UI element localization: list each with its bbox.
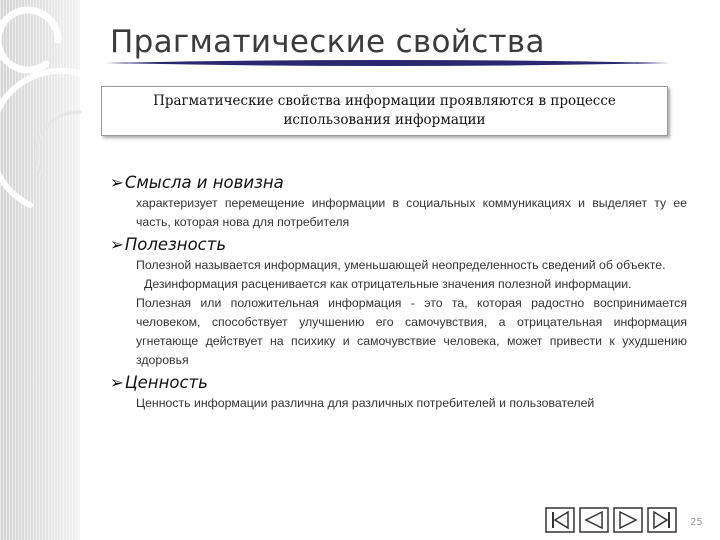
section-heading	[110, 172, 690, 194]
title-underline	[106, 56, 670, 70]
section-heading-text: Смысла и новизна	[124, 173, 284, 192]
previous-slide-icon[interactable]	[579, 507, 609, 533]
section-heading	[110, 372, 690, 394]
section-paragraph: Ценность информации различна для различных потребителей и пользователей	[136, 396, 595, 410]
slide-content	[110, 172, 690, 413]
arrow-bullet-icon: ➢	[110, 235, 124, 254]
definition-line-2: использования информации	[283, 112, 486, 128]
definition-line-1: Прагматические свойства информации проявляются в процессе	[153, 93, 616, 109]
section-heading-text: Полезность	[124, 235, 227, 254]
arrow-bullet-icon: ➢	[110, 173, 124, 192]
slide-number: 25	[690, 517, 703, 528]
section-meaning-novelty	[110, 172, 690, 232]
first-slide-icon[interactable]	[545, 507, 575, 533]
section-paragraph: Полезной называется информация, уменьшающей неопределенность сведений об объекте.	[136, 258, 666, 272]
definition-box	[101, 86, 668, 136]
next-slide-icon[interactable]	[613, 507, 643, 533]
section-paragraph: Полезная или положительная информация - это та, которая радостно воспринимается человеком, способствует улучшению его самочувствия, а отрицательная информация угнетающе действует на психику и самочувствие человека, может привести к ухудшению здоровья	[136, 296, 687, 367]
section-heading-text: Ценность	[124, 373, 208, 392]
section-value	[110, 372, 690, 413]
last-slide-icon[interactable]	[647, 507, 677, 533]
slide-title: Прагматические свойства	[110, 24, 545, 60]
section-paragraph: характеризует перемещение информации в социальных коммуникациях и выделяет ту ее часть, которая нова для потребителя	[136, 196, 687, 229]
decorative-side-band	[0, 0, 80, 540]
arrow-bullet-icon: ➢	[110, 373, 124, 392]
section-heading	[110, 234, 690, 256]
section-paragraph: Дезинформация расценивается как отрицательные значения полезной информации.	[144, 277, 632, 291]
section-usefulness	[110, 234, 690, 370]
